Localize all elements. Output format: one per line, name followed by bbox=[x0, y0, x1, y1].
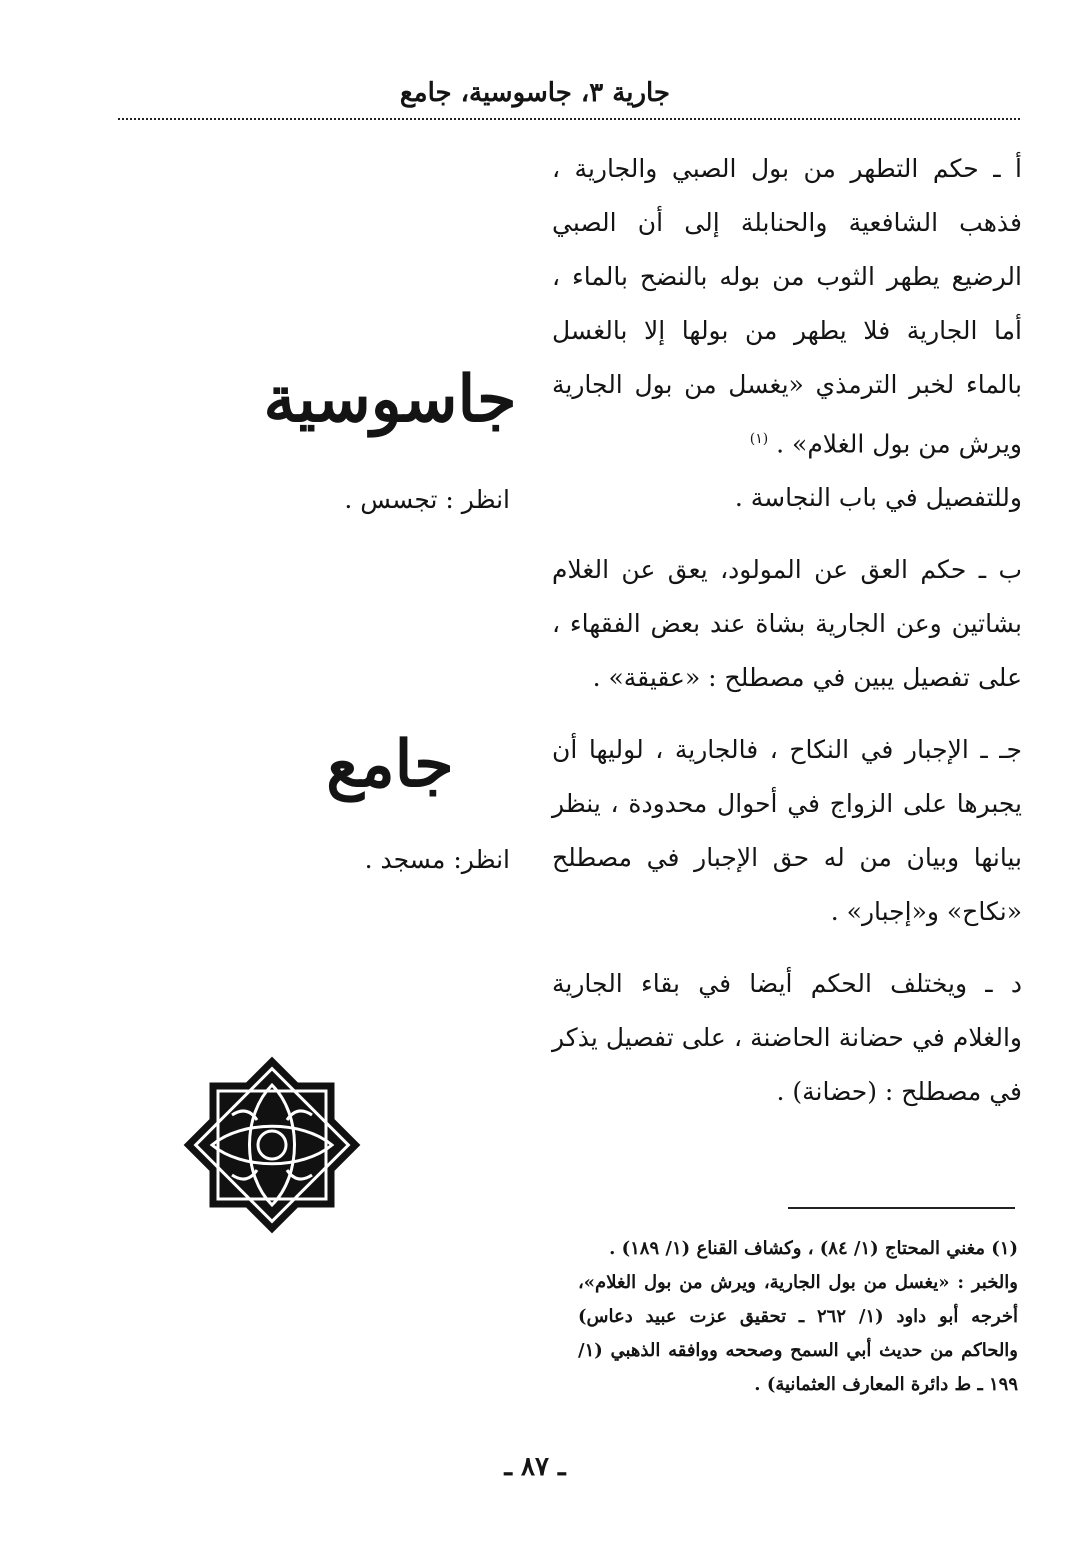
footnote-ref: (١) bbox=[749, 431, 769, 447]
footnote-1-cont: والخبر : «يغسل من بول الجارية، ويرش من بول الغلام»، أخرجه أبو داود (١/ ٢٦٢ ـ تحقيق عزت عبيد دعاس) والحاكم من حديث أبي السمح وصححه ووافقه الذهبي (١/ ١٩٩ ـ ط دائرة المعارف العثمانية) . bbox=[578, 1272, 1019, 1395]
entry-title-jami: جامع bbox=[326, 727, 454, 802]
footnote-1: (١) مغني المحتاج (١/ ٨٤) ، وكشاف القناع (١/ ١٨٩) . bbox=[609, 1238, 1018, 1259]
paragraph-note: وللتفصيل في باب النجاسة . bbox=[734, 483, 1022, 513]
see-also-tajassus: انظر : تجسس . bbox=[344, 485, 510, 514]
paragraph-a bbox=[552, 142, 1022, 471]
page-number: ـ ٨٧ ـ bbox=[504, 1452, 566, 1482]
running-head: جارية ٣، جاسوسية، جامع bbox=[399, 78, 670, 108]
paragraph-d: د ـ ويختلف الحكم أيضا في بقاء الجارية والغلام في حضانة الحاضنة ، على تفصيل يذكر في مصطلح : (حضانة) . bbox=[552, 969, 1022, 1107]
footnotes bbox=[578, 1232, 1018, 1402]
header-rule bbox=[118, 118, 1020, 120]
paragraph-a-text: أ ـ حكم التطهر من بول الصبي والجارية ، فذهب الشافعية والحنابلة إلى أن الصبي الرضيع يطهر الثوب من بوله بالنضح بالماء ، أما الجارية فلا يطهر من بولها إلا بالغسل بالماء لخبر الترمذي «يغسل من بول الجارية ويرش من بول الغلام» . bbox=[552, 154, 1022, 459]
ornament-star-icon bbox=[172, 1045, 372, 1245]
entry-title-jasusiya: جاسوسية bbox=[263, 362, 517, 437]
see-also-masjid: انظر: مسجد . bbox=[364, 845, 510, 874]
paragraph-c: جـ ـ الإجبار في النكاح ، فالجارية ، لوليها أن يجبرها على الزواج في أحوال محدودة ، ينظر بيانها وبيان من له حق الإجبار في مصطلح «نكاح» و«إجبار» . bbox=[552, 735, 1022, 927]
footnote-rule bbox=[788, 1207, 1015, 1209]
paragraph-b: ب ـ حكم العق عن المولود، يعق عن الغلام بشاتين وعن الجارية بشاة عند بعض الفقهاء ، على تفصيل يبين في مصطلح : «عقيقة» . bbox=[552, 555, 1022, 693]
main-column bbox=[552, 142, 1022, 1119]
